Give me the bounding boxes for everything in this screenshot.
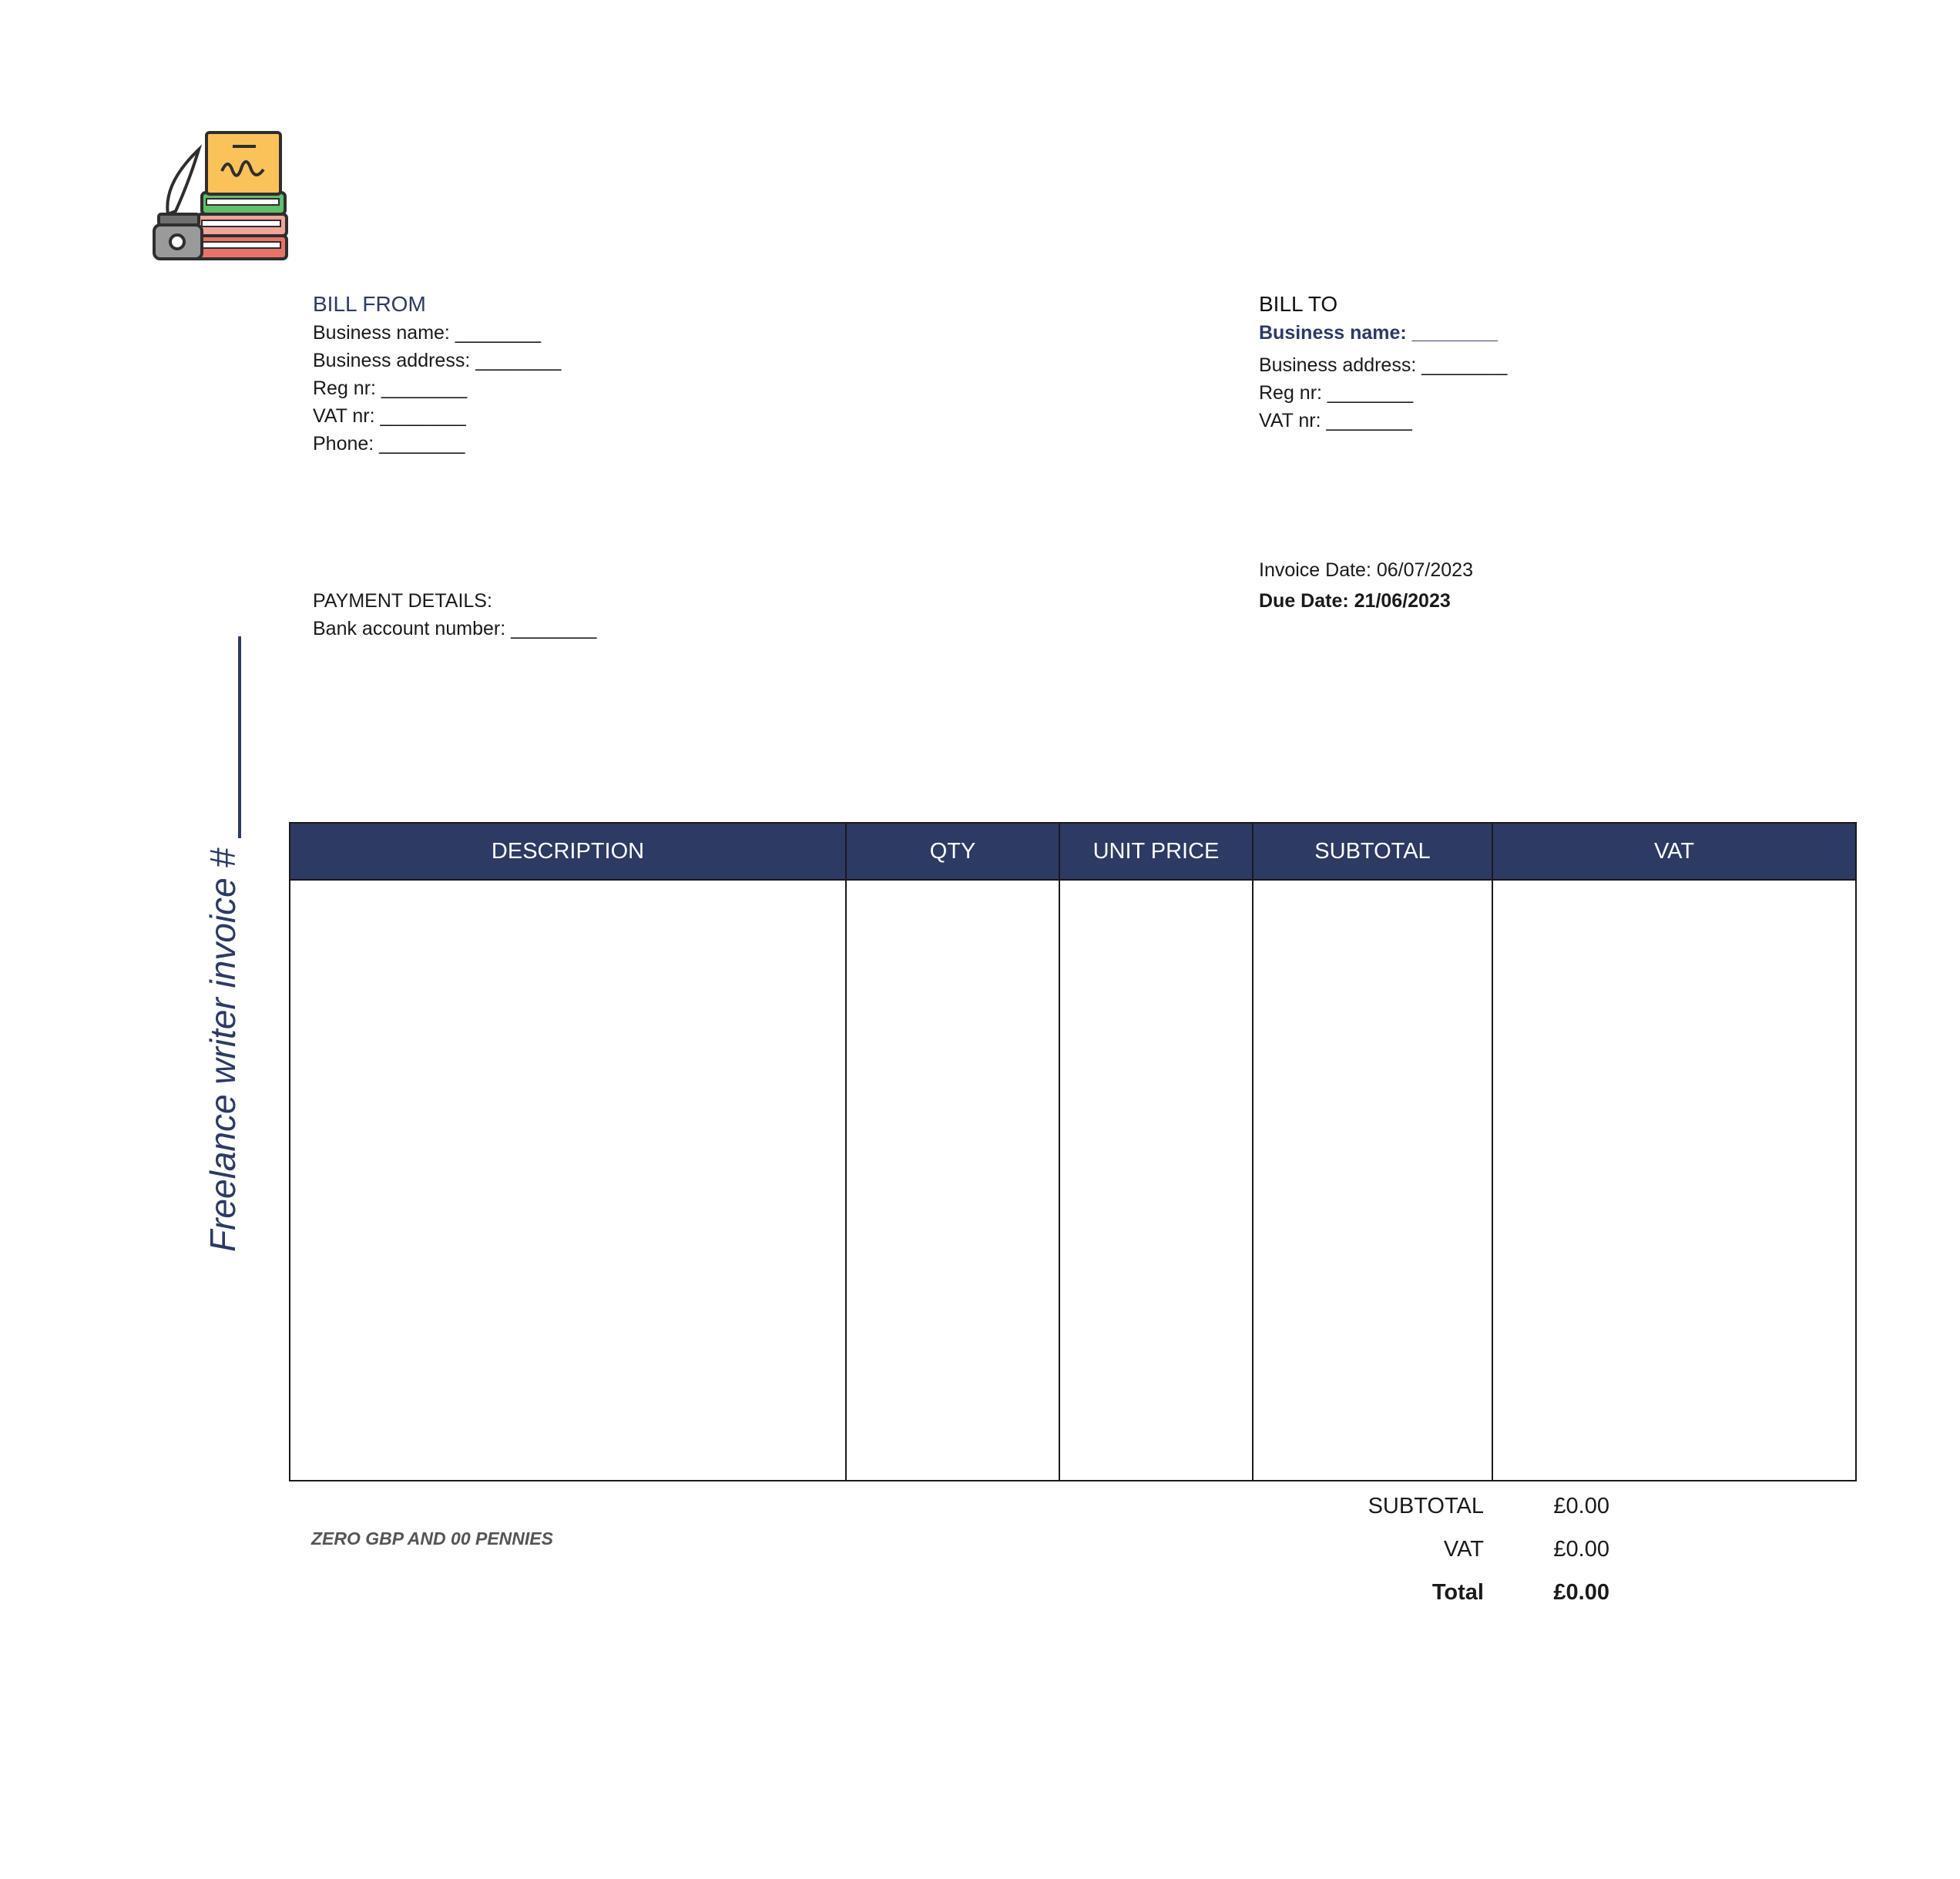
total-value: £0.00 xyxy=(1553,1580,1609,1605)
bill-to-vat-nr: VAT nr: ________ xyxy=(1259,410,1412,431)
col-header-description: DESCRIPTION xyxy=(290,823,846,880)
bill-from-reg-nr: Reg nr: ________ xyxy=(313,377,468,399)
bill-from-business-name: Business name: ________ xyxy=(313,322,542,344)
col-header-subtotal: SUBTOTAL xyxy=(1253,823,1492,880)
amount-in-words: ZERO GBP AND 00 PENNIES xyxy=(311,1528,553,1548)
bill-to-reg-nr: Reg nr: ________ xyxy=(1259,382,1414,404)
bank-account-number: Bank account number: ________ xyxy=(313,618,597,639)
unit-price-cell[interactable] xyxy=(1059,880,1253,1481)
col-header-vat: VAT xyxy=(1492,823,1856,880)
bill-from-business-address: Business address: ________ xyxy=(313,350,562,371)
invoice-title: Freelance writer invoice # xyxy=(203,847,243,1252)
subtotal-value: £0.00 xyxy=(1553,1494,1609,1518)
qty-cell[interactable] xyxy=(846,880,1059,1481)
bill-to-section xyxy=(1259,290,1507,435)
table-header-row xyxy=(290,823,1856,880)
bill-to-business-address: Business address: ________ xyxy=(1259,354,1508,376)
vat-label: VAT xyxy=(1443,1537,1484,1562)
col-header-qty: QTY xyxy=(846,823,1059,880)
col-header-unit-price: UNIT PRICE xyxy=(1059,823,1253,880)
payment-section xyxy=(313,587,596,643)
bill-to-heading: BILL TO xyxy=(1259,292,1338,316)
bill-from-section xyxy=(313,290,561,458)
vat-cell[interactable] xyxy=(1492,880,1856,1481)
due-date: Due Date: 21/06/2023 xyxy=(1259,590,1451,612)
subtotal-label: SUBTOTAL xyxy=(1368,1494,1484,1518)
bill-from-heading: BILL FROM xyxy=(313,292,426,316)
books-quill-inkwell-icon xyxy=(151,129,290,262)
description-cell[interactable] xyxy=(290,880,846,1481)
bill-to-business-name: Business name: ________ xyxy=(1259,322,1498,344)
items-table xyxy=(289,822,1857,1481)
subtotal-cell[interactable] xyxy=(1253,880,1492,1481)
table-row xyxy=(290,880,1856,1481)
invoice-date: Invoice Date: 06/07/2023 xyxy=(1259,559,1473,581)
vat-value: £0.00 xyxy=(1553,1537,1609,1562)
invoice-number-line xyxy=(238,636,241,838)
bill-from-vat-nr: VAT nr: ________ xyxy=(313,405,466,427)
payment-heading: PAYMENT DETAILS: xyxy=(313,590,492,612)
dates-section xyxy=(1259,553,1473,615)
bill-from-phone: Phone: ________ xyxy=(313,433,465,455)
total-label: Total xyxy=(1431,1580,1484,1605)
